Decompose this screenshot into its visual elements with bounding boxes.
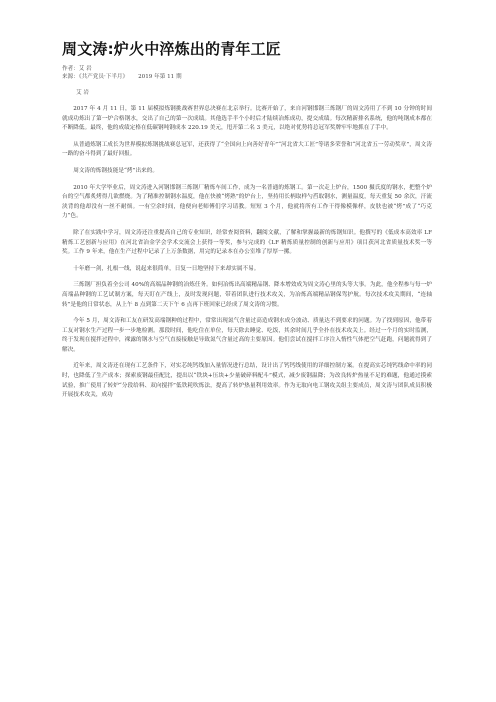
paragraph: 周文涛的炼钢技能是“烤”出来的。 [73,167,159,174]
paragraph: 今年 5 月，周文涛和工友在研发高端钢种的过程中，常常出现氮气含量过高造成钢水成分波动、质量达不到要求的问题。为了找到原因，他带着工友对钢水生产过程一步一步地检测。那段时间，他吃住在单位，每天除去睡觉、吃饭，其余时间几乎全扑在技术攻关上。经过一个月的实时监测，终于发现在搅拌过程中，裸露的钢水与空气直接接触是导致氮气含量过高的主要原因。他们尝试在搅拌工序注入惰性气体把空气赶跑，问题就得到了解决。 [62,318,432,353]
paragraph: 从普通炼钢工成长为世界模拟炼钢挑战赛总冠军，还获得了“全国向上向善好青年”“河北省大工匠”等诸多荣誉和“河北省五一劳动奖章”，周文涛一路的奋斗得到了最好回报。 [62,141,432,158]
author-name: 艾 岩 [78,66,92,72]
paragraph: 除了在实践中学习，周文涛还注重提高自己的专业知识，经常查阅资料，翻阅文献，了解和掌握最新的炼钢知识。他撰写的《低成本高效率 LF 精炼工艺创新与应用》在河北省冶金学会学术交流会上获得一等奖，参与完成的《LF 精炼质量控制的创新与应用》项目获河北省质量技术奖一等奖。工作 9 年来，他在生产过程中记录了上万条数据，用完的记录本在办公室堆了厚厚一摞。 [62,229,432,256]
source-line [62,73,432,81]
author-label: 作者： [62,66,79,72]
issue-number: 2019 年第 11 期 [138,74,182,80]
article-title: 周文涛:炉火中淬炼出的青年工匠 [62,40,281,58]
paragraph: 2010 年大学毕业后，周文涛进入河钢邯钢三炼钢厂精炼车间工作，成为一名普通的炼钢工。第一次走上炉台，1500 摄氏度的钢水，把整个炉台的空气都炙烤得几欲燃烧。为了精准控制钢水温度，他在快被“烤熟”的炉台上，坚持用长柄取样勺舀取钢水，测量温度，每天重复 50 余次，汗流浃背的他却没有一丝不耐烦。一有空余时间，他便向老师傅们学习请教。短短 3 个月，他就将所有工作干得像模像样，皮肤也被“烤”成了“巧克力”色。 [62,184,432,220]
author-line [62,65,432,73]
paragraph: 2017 年 4 月 11 日，第 11 届模拟炼钢挑战赛世界总决赛在北京举行。比赛开始了，来自河钢邯钢三炼钢厂的周文涛用了不到 10 分钟的时间就成功炼出了第一炉合格钢水，交出了自己的第一次成绩。其他选手半个小时后才陆续冶炼成功，提交成绩。每次精新排名系统，他的吨钢成本都在不断降低。最终，他的成绩定格在低碳钢吨钢成本 220.19 美元，甩开第二名 3 美元，以绝对优势将总冠军奖牌牢牢地抓在了手中。 [62,106,432,132]
paragraph: 近年来，周文涛还在现有工艺条件下，对实芯纯钙线加入量情况进行总结，设计出了钙钙线使用的详细控制方案。在提高实芯纯钙线命中率的同时，也降低了生产成本；探索废钢最佳配比，提出以“铁块+压块+少量破碎料配斗”模式，减少废钢温降；为改良转炉热量不足的难题，他通过摸索试验，推广使用了转炉“分段给料、双向搅拌”低铁耗吹炼法，提高了转炉热量利用效率。作为无取向电工钢攻关组主要成员，周文涛与团队成员积极开展技术攻关，成功 [62,363,432,399]
source-name: 《共产党员·下半月》 [78,74,129,80]
article [62,38,432,408]
source-label: 来源： [62,74,79,80]
byline: 艾 岩 [76,90,89,96]
paragraph: 十年磨一剑，扎根一线，说起来很简单，日复一日地坚持下来却实属不易。 [73,265,260,272]
paragraph: 三炼钢厂担负着全公司 40%的高端品种钢的冶炼任务。如何冶炼出高端精品钢、降本增效成为周文涛心里的头等大事。为此，他全程参与每一炉高端品种钢的工艺试制方案，每天盯在产线上，及时发现问题，带着团队进行技术攻关，为冶炼高端精品钢保驾护航。每次技术攻关期间，“连轴转”是他的日常状态，从上午 8 点到第二天下午 6 点再下班回家已经成了周文涛的习惯。 [62,282,432,308]
